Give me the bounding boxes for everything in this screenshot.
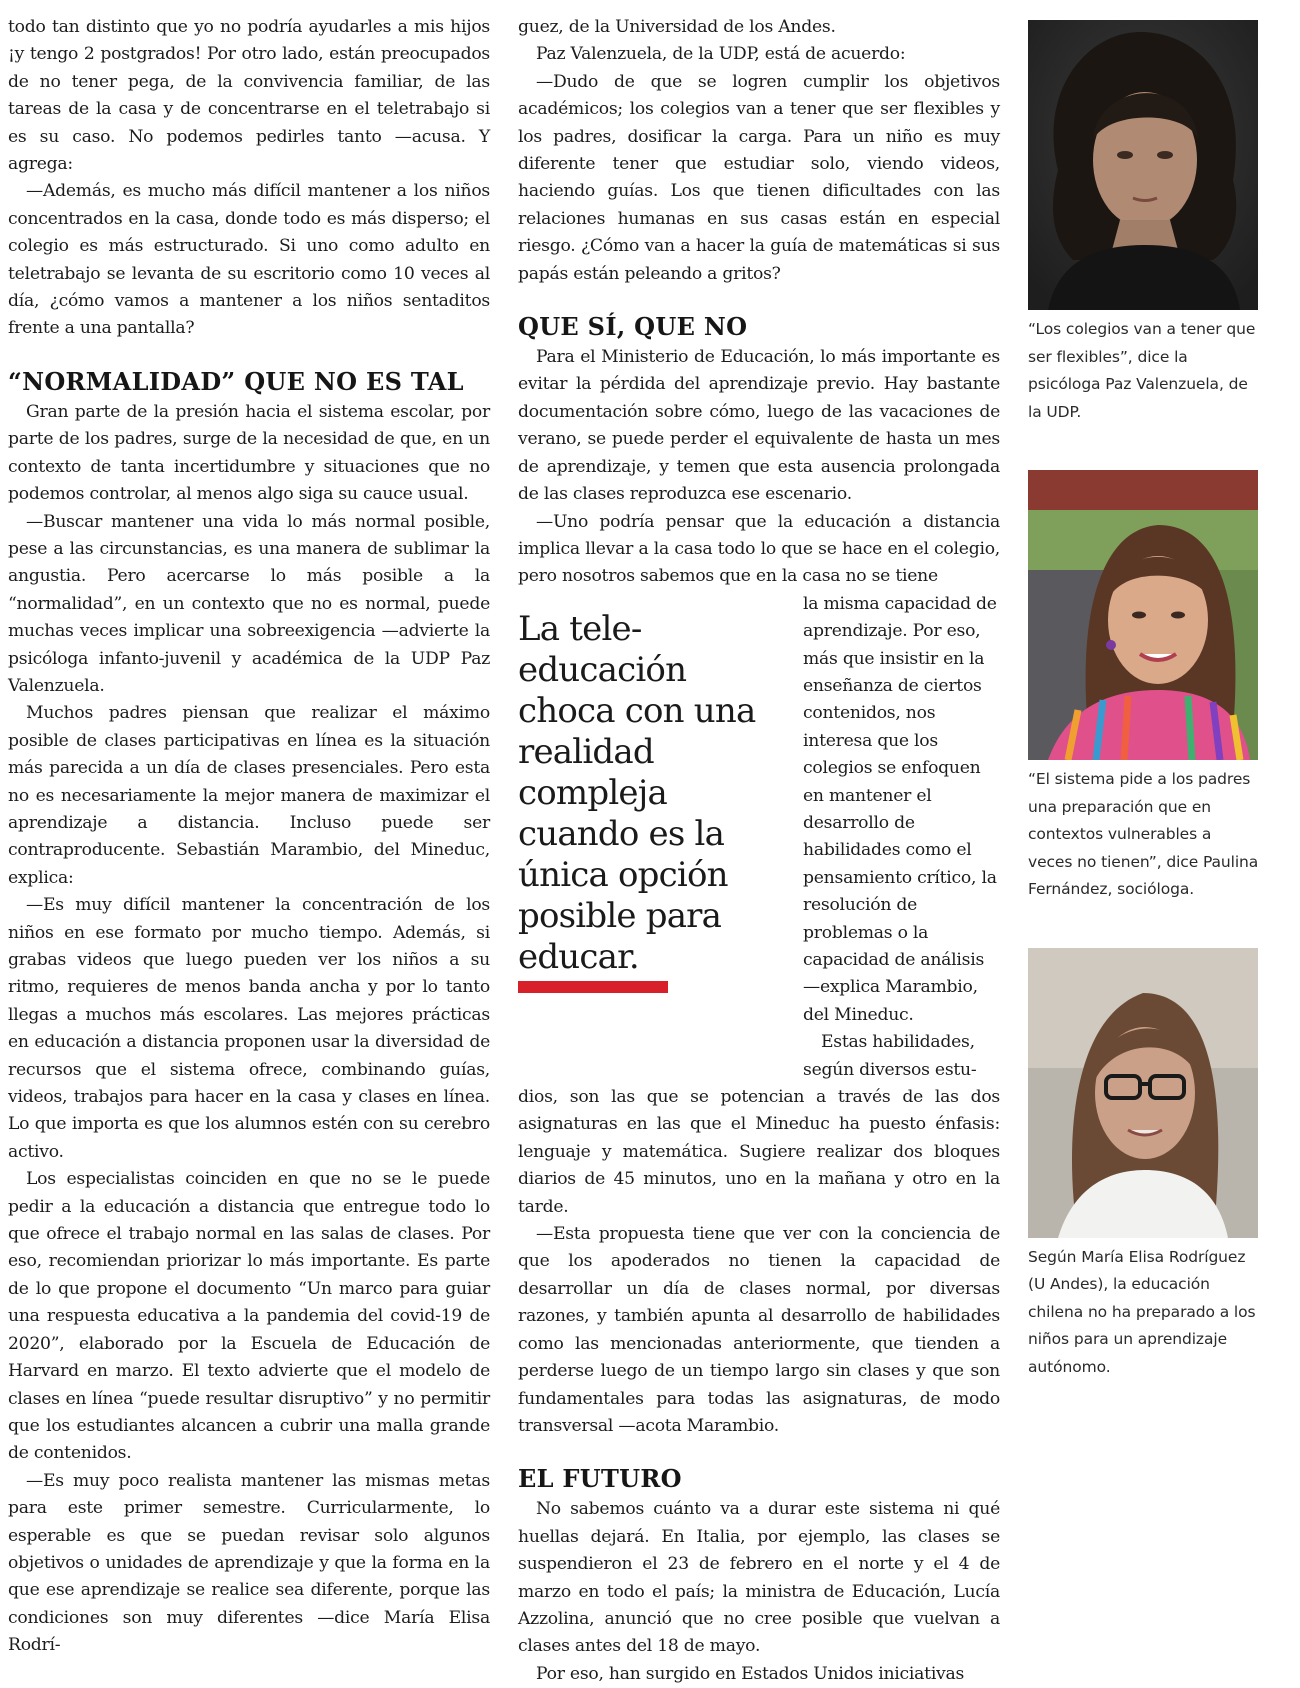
pullquote: La tele-educación choca con una realidad compleja cuando es la única opción posible para educar.: [518, 608, 756, 977]
paragraph: —Buscar mantener una vida lo más normal posible, pese a las circunstancias, es una manera de sublimar la angustia. Pero acercarse lo más posible a la “normalidad”, en un contexto que no es normal, puede muchas veces implicar una sobreexigencia —advierte la psicóloga infanto-juvenil y académica de la UDP Paz Valenzuela.: [8, 511, 490, 696]
paragraph: —Es muy poco realista mantener las mismas metas para este primer semestre. Curricularmente, lo esperable es que se puedan revisar solo algunos objetivos o unidades de aprendizaje y que la forma en la que ese aprendizaje se realice sea diferente, porque las condiciones son muy diferentes —dice María Elisa Rodrí-: [8, 1470, 490, 1656]
paragraph: dios, son las que se potencian a través de las dos asignaturas en las que el Mineduc ha puesto énfasis: lenguaje y matemática. Sugiere realizar dos bloques diarios de 45 minutos, uno en la mañana y otro en la tarde.: [518, 1087, 1000, 1217]
paragraph: —Además, es mucho más difícil mantener a los niños concentrados en la casa, donde todo es más disperso; el colegio es más estructurado. Si uno como adulto en teletrabajo se levanta de su escritorio como 10 veces al día, ¿cómo vamos a mantener a los niños sentaditos frente a una pantalla?: [8, 181, 490, 339]
paragraph: guez, de la Universidad de los Andes.: [518, 17, 836, 37]
paragraph: Estas habilidades, según diversos estu-: [803, 1032, 977, 1080]
paragraph: Los especialistas coinciden en que no se le puede pedir a la educación a distancia que entregue todo lo que ofrece el trabajo normal en las salas de clases. Por eso, recomiendan priorizar lo más importante. Es parte de lo que propone el documento “Un marco para guiar una respuesta educativa a la pandemia del covid-19 de 2020”, elaborado por la Escuela de Educación de Harvard en marzo. El texto advierte que el modelo de clases en línea “puede resultar disruptivo” y no permitir que los estudiantes alcancen a cubrir una malla grande de contenidos.: [8, 1169, 490, 1464]
photo-caption: “El sistema pide a los padres una preparación que en contextos vulnerables a veces no tienen”, dice Paulina Fernández, socióloga.: [1028, 770, 1259, 898]
photo-caption: Según María Elisa Rodríguez (U Andes), la educación chilena no ha preparado a los niños para un aprendizaje autónomo.: [1028, 1247, 1256, 1376]
photo-caption: “Los colegios van a tener que ser flexibles”, dice la psicóloga Paz Valenzuela, de la UDP.: [1028, 320, 1256, 421]
section-heading: EL FUTURO: [518, 1464, 682, 1494]
paragraph: No sabemos cuánto va a durar este sistema ni qué huellas dejará. En Italia, por ejemplo, las clases se suspendieron el 23 de febrero en el norte y el 4 de marzo en todo el país; la ministra de Educación, Lucía Azzolina, anunció que no cree posible que vuelvan a clases antes del 18 de mayo.: [518, 1499, 1000, 1657]
article-column-2: [518, 14, 1000, 1688]
photo-column: [1028, 20, 1260, 1381]
paragraph: —Dudo de que se logren cumplir los objetivos académicos; los colegios van a tener que ser flexibles y los padres, dosificar la carga. Para un niño es muy diferente tener que estudiar solo, viendo videos, haciendo guías. Los que tienen dificultades con las relaciones humanas en sus casas están en especial riesgo. ¿Cómo van a hacer la guía de matemáticas si sus papás están peleando a gritos?: [518, 71, 1000, 284]
accent-rule: [518, 981, 668, 993]
paragraph: la misma capacidad de aprendizaje. Por eso, más que insistir en la enseñanza de ciertos contenidos, nos interesa que los colegios se enfoquen en mantener el desarrollo de habilidades como el pensamiento crítico, la resolución de problemas o la capacidad de análisis —explica Marambio, del Mineduc.: [803, 593, 997, 1025]
paragraph: Por eso, han surgido en Estados Unidos iniciativas: [536, 1663, 965, 1684]
paragraph: todo tan distinto que yo no podría ayudarles a mis hijos ¡y tengo 2 postgrados! Por otro lado, están preocupados de no tener pega, de la convivencia familiar, de las tareas de la casa y de concentrarse en el teletrabajo si es su caso. No podemos pedirles tanto —acusa. Y agrega:: [8, 17, 490, 175]
paragraph: Gran parte de la presión hacia el sistema escolar, por parte de los padres, surge de la necesidad de que, en un contexto de tanta incertidumbre y situaciones que no podemos controlar, al menos algo siga su cauce usual.: [8, 401, 490, 505]
portrait-photo-paulina-fernandez: [1028, 470, 1258, 760]
section-heading: QUE SÍ, QUE NO: [518, 312, 748, 342]
portrait-photo-maria-elisa-rodriguez: [1028, 948, 1258, 1238]
paragraph: —Uno podría pensar que la educación a distancia implica llevar a la casa todo lo que se hace en el colegio, pero nosotros sabemos que en la casa no se tiene: [518, 511, 1000, 587]
paragraph: Para el Ministerio de Educación, lo más importante es evitar la pérdida del aprendizaje previo. Hay bastante documentación sobre cómo, luego de las vacaciones de verano, se puede perder el equivalente de hasta un mes de aprendizaje, y temen que esta ausencia prolongada de las clases reproduzca ese escenario.: [518, 347, 1000, 505]
paragraph: —Es muy difícil mantener la concentración de los niños en ese formato por mucho tiempo. Además, si grabas videos que luego pueden ver los niños a su ritmo, requieres de menos banda ancha y por lo tanto llegas a muchos más escolares. Las mejores prácticas en educación a distancia proponen usar la diversidad de recursos que el sistema ofrece, combinando guías, videos, trabajos para hacer en la casa y clases en línea. Lo que importa es que los alumnos estén con su cerebro activo.: [8, 895, 490, 1162]
paragraph: Muchos padres piensan que realizar el máximo posible de clases participativas en línea es la situación más parecida a un día de clases presenciales. Pero esta no es necesariamente la mejor manera de maximizar el aprendizaje a distancia. Incluso puede ser contraproducente. Sebastián Marambio, del Mineduc, explica:: [8, 703, 490, 888]
portrait-photo-paz-valenzuela: [1028, 20, 1258, 310]
paragraph: Paz Valenzuela, de la UDP, está de acuerdo:: [536, 44, 906, 65]
paragraph: —Esta propuesta tiene que ver con la conciencia de que los apoderados no tienen la capacidad de desarrollar un día de clases normal, por diversas razones, y también apunta al desarrollo de habilidades como las mencionadas anteriormente, que tienden a perderse luego de un tiempo largo sin clases y que son fundamentales para todas las asignaturas, de modo transversal —acota Marambio.: [518, 1224, 1000, 1436]
section-heading: “NORMALIDAD” QUE NO ES TAL: [8, 366, 464, 396]
pullquote-area: [518, 591, 1000, 1084]
article-column-1: [8, 14, 490, 1660]
